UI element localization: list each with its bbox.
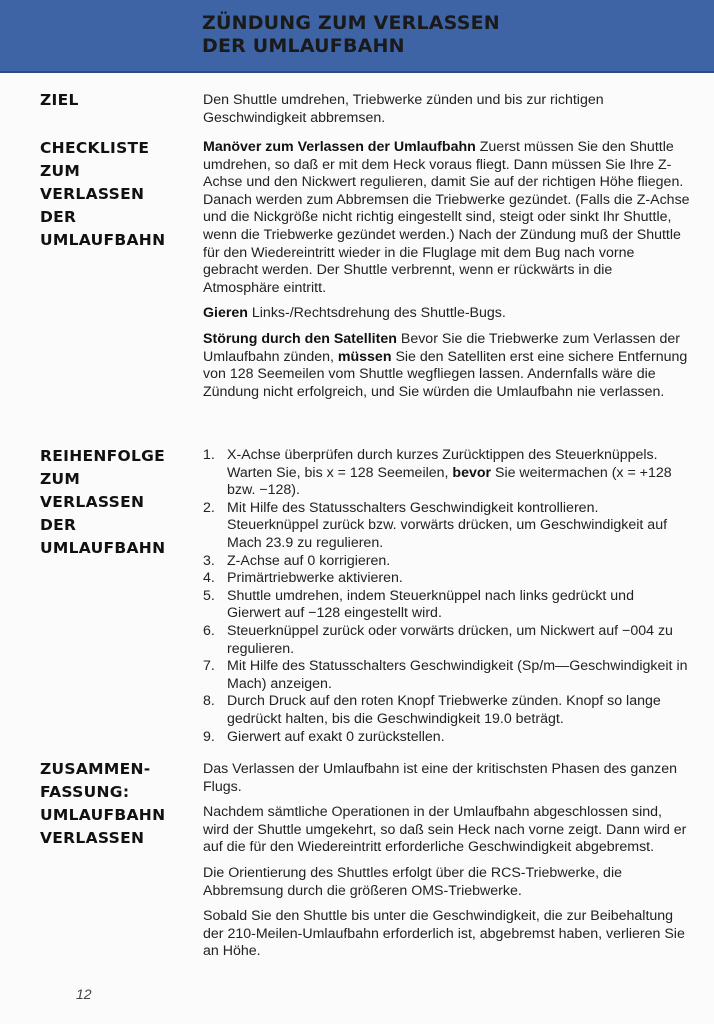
step-text: X-Achse überprüfen durch kurzes Zurücktippen des Steuerknüppels. Warten Sie, bis x = 128 Seemeilen, <box>227 447 658 481</box>
step-number: 3. <box>203 552 215 569</box>
step-text: Z-Achse auf 0 korrigieren. <box>227 552 391 569</box>
list-item <box>203 588 691 623</box>
list-item <box>203 623 691 658</box>
label-line: VERLASSEN <box>40 829 145 847</box>
summary-paragraph-3: Die Orientierung des Shuttles erfolgt über die RCS-Triebwerke, die Abbremsung durch die größeren OMS-Triebwerke. <box>203 864 622 899</box>
label-line: ZUSAMMEN- <box>40 760 151 778</box>
step-number: 4. <box>203 570 215 587</box>
paragraph-text: Links-/Rechtsdrehung des Shuttle-Bugs. <box>247 305 506 322</box>
checkliste-paragraph-3 <box>203 331 691 401</box>
label-line: CHECKLISTE <box>40 139 150 157</box>
label-line: VERLASSEN <box>40 185 145 203</box>
label-line: VERLASSEN <box>40 493 145 511</box>
header-banner <box>0 0 714 73</box>
paragraph-text: Sie den Satelliten erst eine sichere Entfernung von 128 Seemeilen vom Shuttle wegfliegen lassen. Andernfalls wäre die Zündung nicht erfolgreich, und Sie würden die Umlaufbahn nie verlassen. <box>203 348 688 400</box>
step-text: Shuttle umdrehen, indem Steuerknüppel nach links gedrückt und Gierwert auf −128 eingestellt wird. <box>227 587 634 622</box>
label-line: ZUM <box>40 162 81 180</box>
section-content-reihenfolge <box>203 447 691 746</box>
label-line: FASSUNG: <box>40 783 130 801</box>
paragraph-heading: Manöver zum Verlassen der Umlaufbahn <box>203 139 476 155</box>
steps-list <box>203 447 691 746</box>
label-line: UMLAUFBAHN <box>40 806 166 824</box>
label-line: ZIEL <box>40 91 79 109</box>
page-number: 12 <box>76 986 92 1002</box>
label-line: DER <box>40 516 77 534</box>
emphasis: bevor <box>452 464 492 481</box>
step-text: Steuerknüppel zurück oder vorwärts drücken, um Nickwert auf −004 zu regulieren. <box>227 622 673 657</box>
label-line: ZUM <box>40 470 81 488</box>
step-number: 9. <box>203 728 215 745</box>
step-text: Sie weitermachen (x = +128 bzw. −128). <box>227 464 672 499</box>
step-text: Durch Druck auf den roten Knopf Triebwerke zünden. Knopf so lange gedrückt halten, bis die Geschwindigkeit 19.0 beträgt. <box>227 693 661 727</box>
label-line: REIHENFOLGE <box>40 447 166 465</box>
label-line: DER <box>40 208 77 226</box>
section-content-zusammenfassung <box>203 761 691 969</box>
list-item <box>203 553 691 571</box>
paragraph-heading: Störung durch den Satelliten <box>203 330 397 347</box>
section-content-checkliste <box>203 139 691 409</box>
step-number: 1. <box>203 447 215 463</box>
section-content-ziel <box>203 92 691 135</box>
label-line: UMLAUFBAHN <box>40 231 166 249</box>
summary-paragraph-2: Nachdem sämtliche Operationen in der Umlaufbahn abgeschlossen sind, wird der Shuttle umgekehrt, so daß sein Heck nach vorne zeigt. Dann wird er auf die für den Wiedereintritt erforderliche Geschwindigkeit abgebremst. <box>203 804 687 856</box>
list-item <box>203 500 691 553</box>
checkliste-paragraph-1 <box>203 139 691 297</box>
step-number: 5. <box>203 587 215 604</box>
summary-paragraph-1: Das Verlassen der Umlaufbahn ist eine der kritischsten Phasen des ganzen Flugs. <box>203 761 677 795</box>
section-label-zusammenfassung <box>40 758 165 850</box>
step-number: 8. <box>203 693 215 710</box>
paragraph-text: Zuerst müssen Sie den Shuttle umdrehen, so daß er mit dem Heck voraus fliegt. Dann müssen Sie Ihre Z-Achse und den Nickwert regulieren, damit Sie auf der richtigen Höhe fliegen. Danach werden zum Abbremsen die Triebwerke gezündet. (Falls die Z-Achse und die Nickgröße nicht richtig eingestellt sind, steigt oder sinkt Ihr Shuttle, wenn die Triebwerke gezündet werden.) Nach der Zündung muß der Shuttle für den Wiedereintritt wieder in die Fluglage mit dem Bug nach vorne gebracht werden. Der Shuttle verbrennt, wenn er rückwärts in die Atmosphäre eintritt. <box>203 139 690 296</box>
list-item <box>203 570 691 588</box>
paragraph-heading: Gieren <box>203 305 248 322</box>
label-line: UMLAUFBAHN <box>40 539 166 557</box>
step-text: Gierwert auf exakt 0 zurückstellen. <box>227 728 445 745</box>
summary-paragraph-4: Sobald Sie den Shuttle bis unter die Geschwindigkeit, die zur Beibehaltung der 210-Meilen-Umlaufbahn erforderlich ist, abgebremst haben, verlieren Sie an Höhe. <box>203 908 685 960</box>
paragraph-text: Bevor Sie die Triebwerke zum Verlassen der Umlaufbahn zünden, <box>203 330 681 365</box>
page-title-line-2: DER UMLAUFBAHN <box>202 35 405 57</box>
list-item <box>203 447 691 500</box>
step-number: 7. <box>203 658 215 675</box>
list-item <box>203 729 691 747</box>
section-label-checkliste <box>40 137 165 252</box>
emphasis: müssen <box>337 348 392 365</box>
step-text: Mit Hilfe des Statusschalters Geschwindigkeit kontrollieren. Steuerknüppel zurück bzw. vorwärts drücken, um Geschwindigkeit auf Mach 23.9 zu regulieren. <box>227 499 668 551</box>
ziel-text: Den Shuttle umdrehen, Triebwerke zünden und bis zur richtigen Geschwindigkeit abbremsen. <box>203 92 604 126</box>
page-title <box>202 12 500 58</box>
page-title-line-1: ZÜNDUNG ZUM VERLASSEN <box>202 12 500 34</box>
section-label-ziel <box>40 89 79 112</box>
step-number: 6. <box>203 622 215 639</box>
step-text: Primärtriebwerke aktivieren. <box>227 570 403 587</box>
list-item <box>203 658 691 693</box>
step-text: Mit Hilfe des Statusschalters Geschwindigkeit (Sp/m—Geschwindigkeit in Mach) anzeigen. <box>227 658 688 692</box>
list-item <box>203 693 691 728</box>
checkliste-paragraph-2 <box>203 305 691 323</box>
section-label-reihenfolge <box>40 445 165 560</box>
step-number: 2. <box>203 499 215 516</box>
